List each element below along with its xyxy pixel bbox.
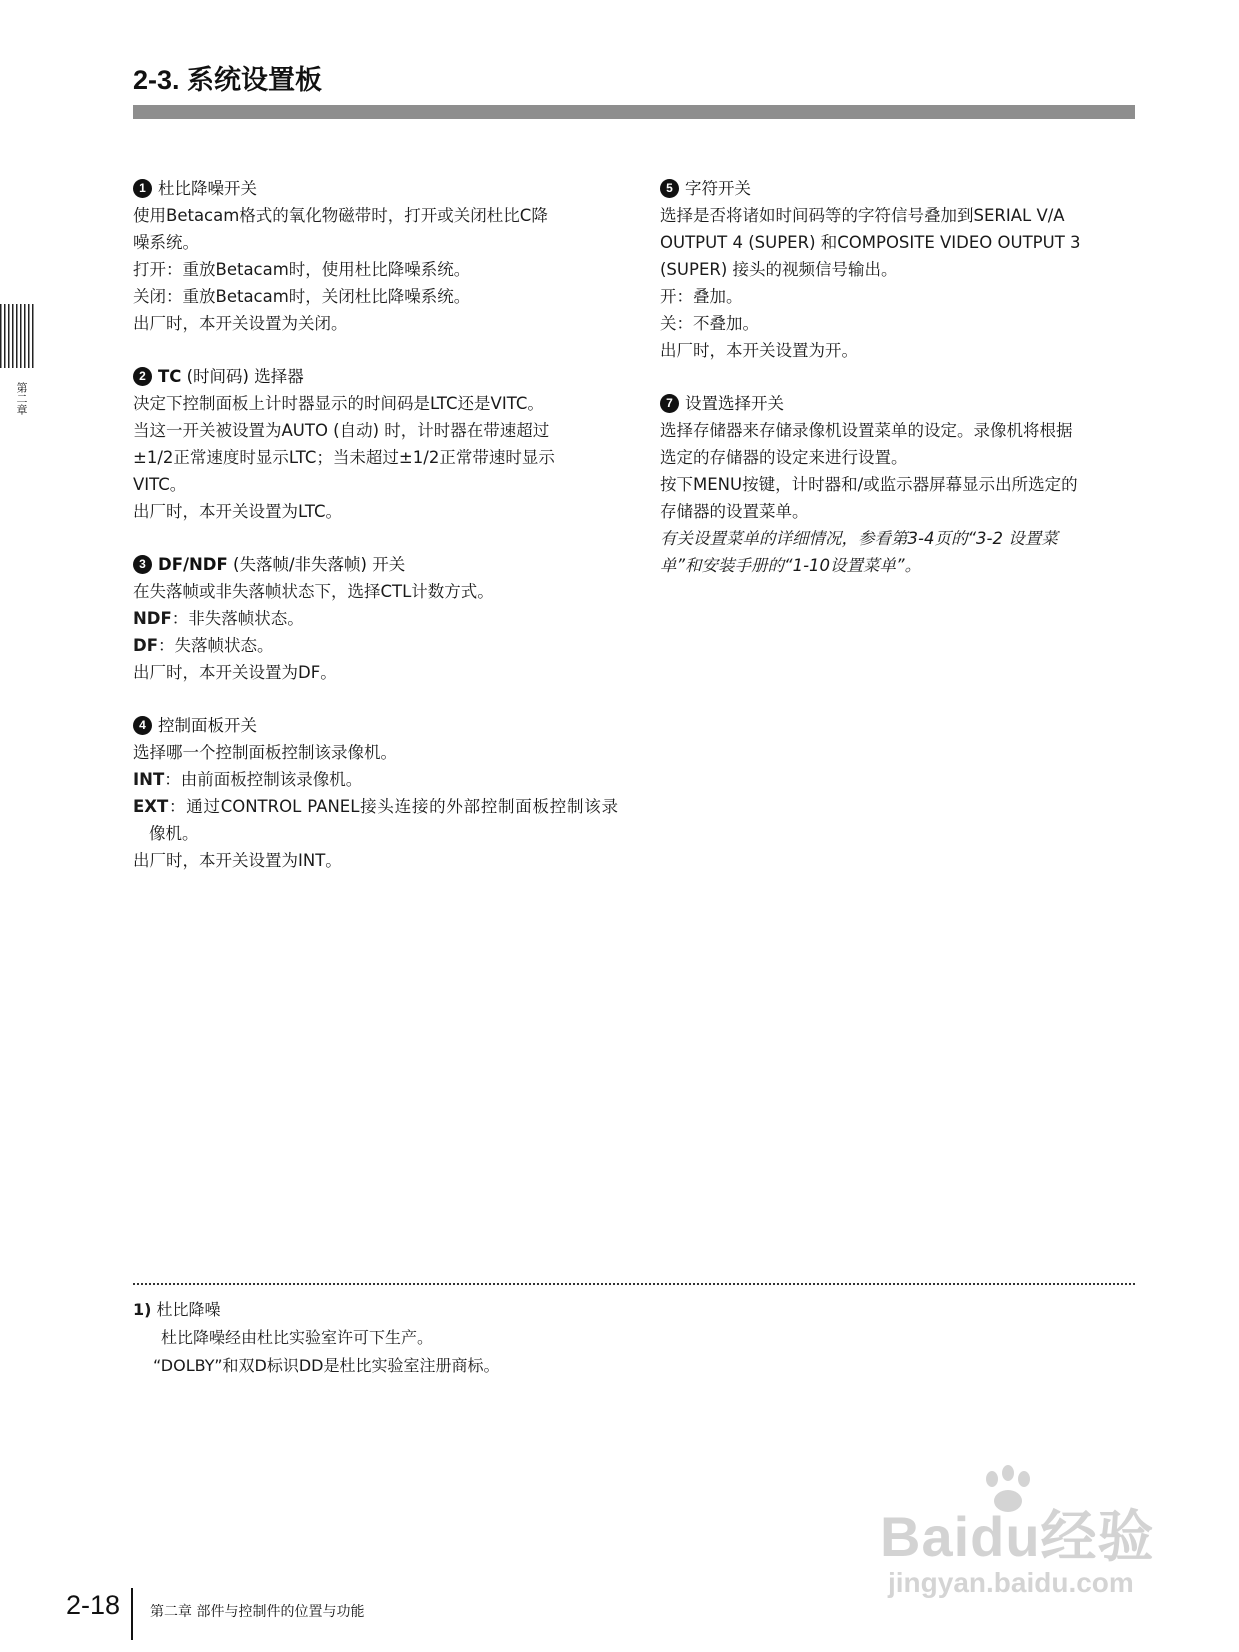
body-line: VITC。 (133, 475, 187, 494)
body-line: ±1/2正常速度时显示LTC；当未超过±1/2正常带速时显示 (133, 448, 555, 467)
body-line: 选择是否将诸如时间码等的字符信号叠加到SERIAL V/A (660, 206, 1065, 225)
body-line: 使用Betacam格式的氧化物磁带时，打开或关闭杜比C降 (133, 206, 548, 225)
footer-chapter-title: 第二章 部件与控制件的位置与功能 (150, 1604, 365, 1620)
section-df-ndf-switch (133, 551, 618, 686)
section-setup-select-switch (660, 390, 1140, 579)
baidu-watermark (880, 1465, 1200, 1605)
body-line: 选定的存储器的设定来进行设置。 (660, 448, 908, 467)
option-text: ：通过CONTROL PANEL接头连接的外部控制面板控制该录像机。 (149, 797, 618, 843)
section-character-switch (660, 175, 1140, 364)
body-line: (SUPER) 接头的视频信号输出。 (660, 260, 898, 279)
body-line: 关：不叠加。 (660, 314, 759, 333)
option-key: DF (133, 636, 158, 655)
reference-note: 单”和安装手册的“1-10设置菜单”。 (660, 556, 922, 575)
section-heading (660, 175, 1140, 202)
page-number: 2-18 (66, 1590, 121, 1620)
option-key: NDF (133, 609, 172, 628)
heading-text: 设置选择开关 (685, 394, 784, 413)
watermark-logo-text: Baidu经验 (880, 1505, 1155, 1568)
section-heading (133, 551, 618, 578)
body-line: OUTPUT 4 (SUPER) 和COMPOSITE VIDEO OUTPUT 3 (660, 233, 1081, 252)
body-line: 出厂时，本开关设置为开。 (660, 341, 858, 360)
option-line (133, 766, 618, 793)
heading-bold: DF/NDF (158, 555, 228, 574)
number-badge: 5 (660, 179, 679, 198)
body-line: 开：叠加。 (660, 287, 743, 306)
body-line: 按下MENU按键，计时器和/或监示器屏幕显示出所选定的 (660, 475, 1078, 494)
heading-text: (时间码) 选择器 (186, 367, 304, 386)
footnote-line: 杜比降噪经由杜比实验室许可下生产。 (161, 1328, 434, 1347)
reference-note: 有关设置菜单的详细情况，参看第3-4页的“3-2 设置菜 (660, 529, 1058, 548)
body-line: 出厂时，本开关设置为INT。 (133, 851, 342, 870)
body-line: 出厂时，本开关设置为DF。 (133, 663, 337, 682)
footnote-title: 杜比降噪 (156, 1300, 221, 1319)
body-line: 存储器的设置菜单。 (660, 502, 809, 521)
heading-text: (失落帧/非失落帧) 开关 (233, 555, 406, 574)
option-key: INT (133, 770, 165, 789)
watermark-url: jingyan.baidu.com (888, 1567, 1134, 1598)
footer-divider (131, 1588, 133, 1640)
option-line (133, 793, 618, 847)
chapter-tab (0, 304, 34, 368)
section-control-panel-switch (133, 712, 618, 874)
option-text: ：失落帧状态。 (157, 636, 274, 655)
body-line: 决定下控制面板上计时器显示的时间码是LTC还是VITC。 (133, 394, 544, 413)
number-badge: 2 (133, 367, 152, 386)
page-title: 2-3. 系统设置板 (133, 65, 323, 95)
footnote-line: “DOLBY”和双D标识DD是杜比实验室注册商标。 (153, 1356, 500, 1375)
number-badge: 4 (133, 716, 152, 735)
option-line (133, 605, 618, 632)
body-line: 当这一开关被设置为AUTO (自动) 时，计时器在带速超过 (133, 421, 550, 440)
heading-text: 控制面板开关 (158, 716, 257, 735)
heading-text: 杜比降噪开关 (158, 179, 257, 198)
heading-bold: TC (158, 367, 182, 386)
number-badge: 7 (660, 394, 679, 413)
title-rule (133, 105, 1135, 119)
body-line: 选择哪一个控制面板控制该录像机。 (133, 743, 397, 762)
option-text: ：由前面板控制该录像机。 (164, 770, 363, 789)
option-key: EXT (133, 797, 169, 816)
body-line: 关闭：重放Betacam时，关闭杜比降噪系统。 (133, 287, 471, 306)
heading-text: 字符开关 (685, 179, 751, 198)
body-line: 在失落帧或非失落帧状态下，选择CTL计数方式。 (133, 582, 494, 601)
body-line: 选择存储器来存储录像机设置菜单的设定。录像机将根据 (660, 421, 1073, 440)
footnote-heading (133, 1296, 933, 1324)
body-line: 出厂时，本开关设置为LTC。 (133, 502, 343, 521)
footnote-divider (133, 1283, 1135, 1285)
option-text: ：非失落帧状态。 (171, 609, 304, 628)
footnote (133, 1296, 933, 1380)
left-column (133, 175, 618, 900)
section-heading (660, 390, 1140, 417)
chapter-side-label: 第二章 (15, 382, 28, 415)
section-heading (133, 175, 618, 202)
body-line: 噪系统。 (133, 233, 199, 252)
section-heading (133, 712, 618, 739)
section-dolby-switch (133, 175, 618, 337)
right-column (660, 175, 1140, 605)
number-badge: 3 (133, 555, 152, 574)
section-heading (133, 363, 618, 390)
body-line: 打开：重放Betacam时，使用杜比降噪系统。 (133, 260, 471, 279)
number-badge: 1 (133, 179, 152, 198)
section-tc-selector (133, 363, 618, 525)
body-line: 出厂时，本开关设置为关闭。 (133, 314, 348, 333)
option-line (133, 632, 618, 659)
footnote-marker: 1) (133, 1300, 152, 1319)
